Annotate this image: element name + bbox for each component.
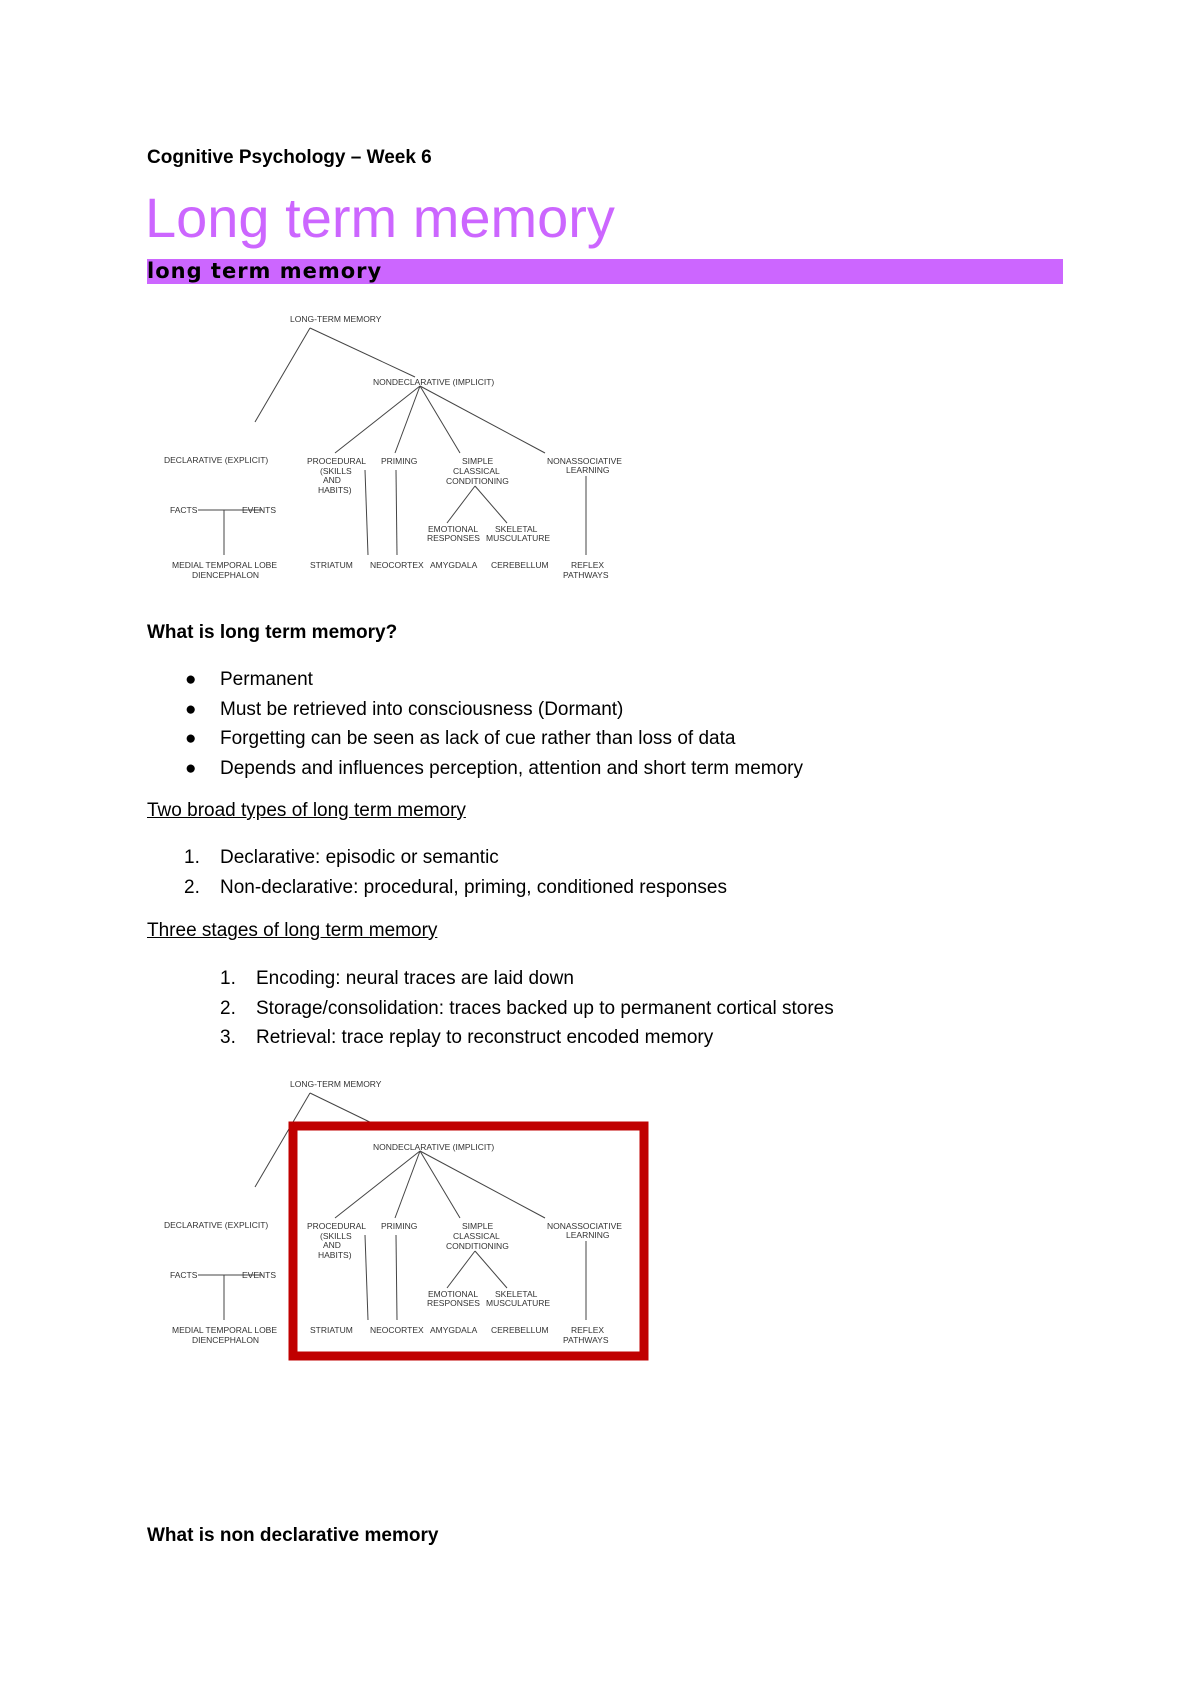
node-nonassociative: NONASSOCIATIVE: [547, 456, 622, 466]
two-types-list: [147, 843, 1047, 902]
node-medial-temporal-lobe: MEDIAL TEMPORAL LOBE: [172, 1325, 278, 1335]
node-skeletal: SKELETAL: [495, 524, 538, 534]
node-simple: SIMPLE: [462, 1221, 494, 1231]
node-long-term-memory: LONG-TERM MEMORY: [290, 1079, 382, 1089]
list-item: [147, 724, 1047, 754]
node-responses: RESPONSES: [427, 1298, 480, 1308]
subtitle-bar: long term memory: [147, 259, 1063, 284]
node-striatum: STRIATUM: [310, 1325, 353, 1335]
document-header: Cognitive Psychology – Week 6: [147, 147, 432, 168]
node-procedural-and: AND: [323, 1240, 341, 1250]
memory-taxonomy-highlighted-svg: [160, 1075, 650, 1375]
list-item: [147, 665, 1047, 695]
node-cerebellum: CEREBELLUM: [491, 1325, 549, 1335]
node-procedural-habits: HABITS): [318, 485, 352, 495]
node-conditioning: CONDITIONING: [446, 476, 509, 486]
node-priming: PRIMING: [381, 456, 418, 466]
node-facts: FACTS: [170, 505, 198, 515]
bullet-text: Depends and influences perception, attention and short term memory: [220, 757, 803, 779]
node-procedural-habits: HABITS): [318, 1250, 352, 1260]
list-text: Declarative: episodic or semantic: [220, 847, 499, 868]
node-neocortex: NEOCORTEX: [370, 560, 424, 570]
memory-taxonomy-diagram: [160, 310, 630, 590]
list-text: Encoding: neural traces are laid down: [256, 968, 574, 989]
node-classical: CLASSICAL: [453, 466, 500, 476]
list-text: Non-declarative: procedural, priming, conditioned responses: [220, 876, 727, 898]
node-amygdala: AMYGDALA: [430, 560, 478, 570]
list-item: [147, 1023, 1047, 1053]
node-classical: CLASSICAL: [453, 1231, 500, 1241]
node-neocortex: NEOCORTEX: [370, 1325, 424, 1335]
three-stages-list: [147, 964, 1047, 1053]
list-item: [147, 695, 1047, 725]
node-events: EVENTS: [242, 505, 277, 515]
node-reflex: REFLEX: [571, 1325, 605, 1335]
node-nondeclarative: NONDECLARATIVE (IMPLICIT): [373, 1142, 495, 1152]
node-striatum: STRIATUM: [310, 560, 353, 570]
section-heading-what-is-ltm: What is long term memory?: [147, 622, 398, 643]
node-nondeclarative: NONDECLARATIVE (IMPLICIT): [373, 377, 495, 387]
node-conditioning: CONDITIONING: [446, 1241, 509, 1251]
node-learning: LEARNING: [566, 465, 610, 475]
node-diencephalon: DIENCEPHALON: [192, 1335, 260, 1345]
list-number: 3.: [220, 1027, 236, 1048]
node-musculature: MUSCULATURE: [486, 533, 551, 543]
node-diencephalon: DIENCEPHALON: [192, 570, 260, 580]
node-long-term-memory: LONG-TERM MEMORY: [290, 314, 382, 324]
list-item: [147, 994, 1047, 1024]
bullet-icon: ●: [185, 698, 197, 720]
section-heading-three-stages: Three stages of long term memory: [147, 920, 438, 941]
node-emotional: EMOTIONAL: [428, 1289, 479, 1299]
memory-taxonomy-svg: [160, 310, 630, 590]
node-medial-temporal-lobe: MEDIAL TEMPORAL LOBE: [172, 560, 278, 570]
node-emotional: EMOTIONAL: [428, 524, 479, 534]
node-procedural-skills: (SKILLS: [320, 466, 352, 476]
list-number: 2.: [184, 876, 200, 898]
node-pathways: PATHWAYS: [563, 1335, 609, 1345]
section-heading-non-declarative: What is non declarative memory: [147, 1525, 439, 1546]
list-number: 1.: [220, 968, 236, 989]
node-responses: RESPONSES: [427, 533, 480, 543]
list-number: 1.: [184, 847, 200, 868]
node-simple: SIMPLE: [462, 456, 494, 466]
node-declarative: DECLARATIVE (EXPLICIT): [164, 1220, 269, 1230]
bullet-text: Forgetting can be seen as lack of cue rather than loss of data: [220, 728, 736, 749]
node-amygdala: AMYGDALA: [430, 1325, 478, 1335]
bullet-text: Permanent: [220, 669, 313, 690]
list-item: [147, 964, 1047, 994]
node-nonassociative: NONASSOCIATIVE: [547, 1221, 622, 1231]
bullet-icon: ●: [185, 757, 197, 779]
list-item: [147, 754, 1047, 784]
node-musculature: MUSCULATURE: [486, 1298, 551, 1308]
ltm-bullet-list: [147, 665, 1047, 783]
node-procedural: PROCEDURAL: [307, 456, 367, 466]
node-facts: FACTS: [170, 1270, 198, 1280]
section-heading-two-types: Two broad types of long term memory: [147, 800, 466, 821]
node-reflex: REFLEX: [571, 560, 605, 570]
node-procedural: PROCEDURAL: [307, 1221, 367, 1231]
bullet-text: Must be retrieved into consciousness (Dormant): [220, 698, 624, 720]
node-declarative: DECLARATIVE (EXPLICIT): [164, 455, 269, 465]
memory-taxonomy-diagram-highlighted: [160, 1075, 650, 1375]
node-events: EVENTS: [242, 1270, 277, 1280]
list-text: Retrieval: trace replay to reconstruct encoded memory: [256, 1027, 714, 1048]
list-item: [147, 873, 1047, 903]
page-title: Long term memory: [145, 186, 615, 249]
node-skeletal: SKELETAL: [495, 1289, 538, 1299]
bullet-icon: ●: [185, 728, 197, 749]
node-learning: LEARNING: [566, 1230, 610, 1240]
node-cerebellum: CEREBELLUM: [491, 560, 549, 570]
node-procedural-and: AND: [323, 475, 341, 485]
bullet-icon: ●: [185, 669, 197, 690]
list-text: Storage/consolidation: traces backed up to permanent cortical stores: [256, 997, 834, 1019]
node-priming: PRIMING: [381, 1221, 418, 1231]
node-pathways: PATHWAYS: [563, 570, 609, 580]
list-number: 2.: [220, 997, 236, 1019]
node-procedural-skills: (SKILLS: [320, 1231, 352, 1241]
list-item: [147, 843, 1047, 873]
